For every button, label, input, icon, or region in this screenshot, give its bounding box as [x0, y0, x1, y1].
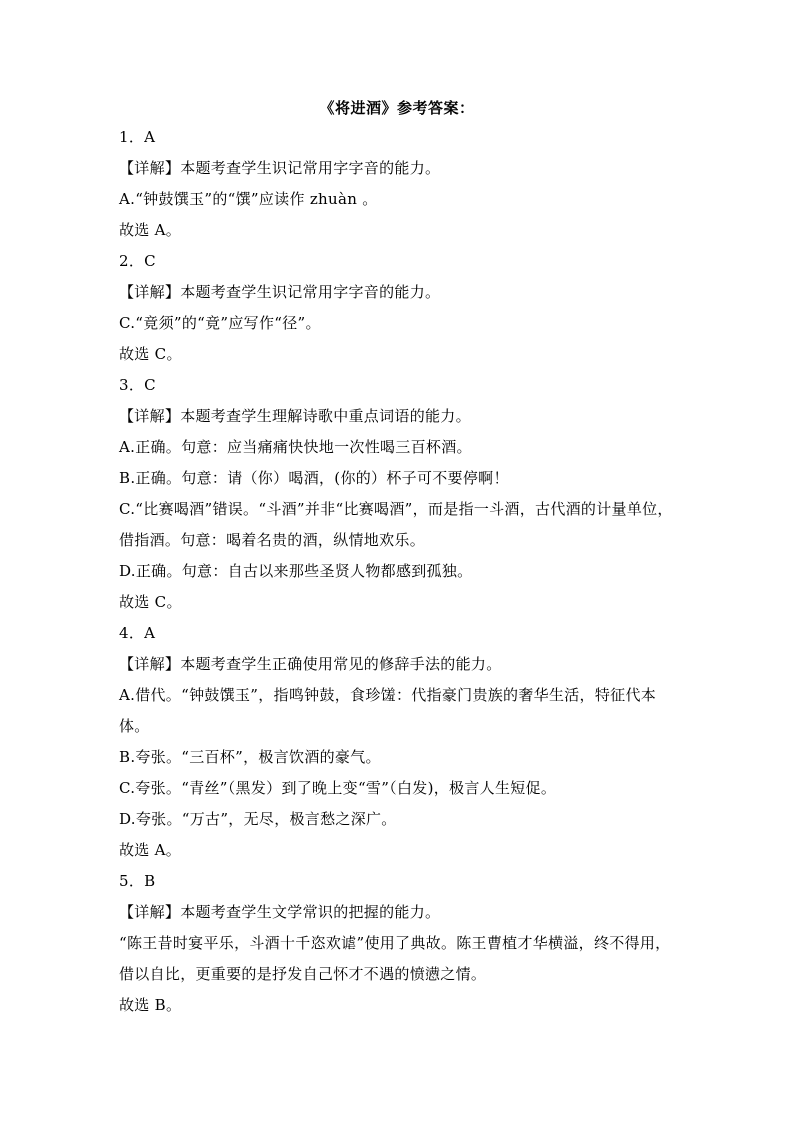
- option-a-note-3: A.正确。句意：应当痛痛快快地一次性喝三百杯酒。: [119, 438, 472, 456]
- answer-number-4: 4．A: [119, 624, 156, 642]
- option-d-note-3: D.正确。句意：自古以来那些圣贤人物都感到孤独。: [119, 562, 473, 580]
- answer-choice-5: 故选 B。: [119, 996, 182, 1014]
- answer-choice-4: 故选 A。: [119, 841, 182, 859]
- answer-number-3: 3．C: [119, 376, 156, 394]
- note-5-line1: “陈王昔时宴平乐，斗酒十千恣欢谑”使用了典故。陈王曹植才华横溢，终不得用，: [119, 934, 671, 952]
- option-c-note-2: C.“竟须”的“竟”应写作“径”。: [119, 314, 321, 332]
- answer-choice-3: 故选 C。: [119, 593, 182, 611]
- option-b-note-3: B.正确。句意：请（你）喝酒，(你的）杯子可不要停啊！: [119, 469, 509, 487]
- option-c-note-3-line1: C.“比赛喝酒”错误。“斗酒”并非“比赛喝酒”，而是指一斗酒，古代酒的计量单位，: [119, 500, 673, 518]
- answer-choice-2: 故选 C。: [119, 345, 182, 363]
- option-d-note-4: D.夸张。“万古”，无尽，极言愁之深广。: [119, 810, 397, 828]
- option-a-note-4-line1: A.借代。“钟鼓馔玉”，指鸣钟鼓，食珍馐：代指豪门贵族的奢华生活，特征代本: [119, 686, 657, 704]
- answer-choice-1: 故选 A。: [119, 221, 182, 239]
- option-c-note-4: C.夸张。“青丝”（黑发）到了晚上变“雪”（白发)，极言人生短促。: [119, 779, 557, 797]
- answer-number-5: 5．B: [119, 872, 156, 890]
- option-b-note-4: B.夸张。“三百杯”，极言饮酒的豪气。: [119, 748, 381, 766]
- option-a-note-1: A.“钟鼓馔玉”的“馔”应读作 zhuàn 。: [119, 190, 378, 208]
- explanation-3: 【详解】本题考查学生理解诗歌中重点词语的能力。: [119, 407, 471, 425]
- explanation-5: 【详解】本题考查学生文学常识的把握的能力。: [119, 903, 441, 921]
- option-c-note-3-line2: 借指酒。句意：喝着名贵的酒，纵情地欢乐。: [119, 531, 426, 549]
- note-5-line2: 借以自比，更重要的是抒发自己怀才不遇的愤懑之情。: [119, 965, 487, 983]
- option-a-note-4-line2: 体。: [119, 717, 150, 735]
- explanation-1: 【详解】本题考查学生识记常用字字音的能力。: [119, 159, 441, 177]
- explanation-4: 【详解】本题考查学生正确使用常见的修辞手法的能力。: [119, 655, 502, 673]
- answer-body: [119, 122, 685, 1021]
- document-title: 《将进酒》参考答案：: [319, 99, 475, 117]
- answer-number-2: 2．C: [119, 252, 156, 270]
- explanation-2: 【详解】本题考查学生识记常用字字音的能力。: [119, 283, 441, 301]
- answer-number-1: 1．A: [119, 128, 156, 146]
